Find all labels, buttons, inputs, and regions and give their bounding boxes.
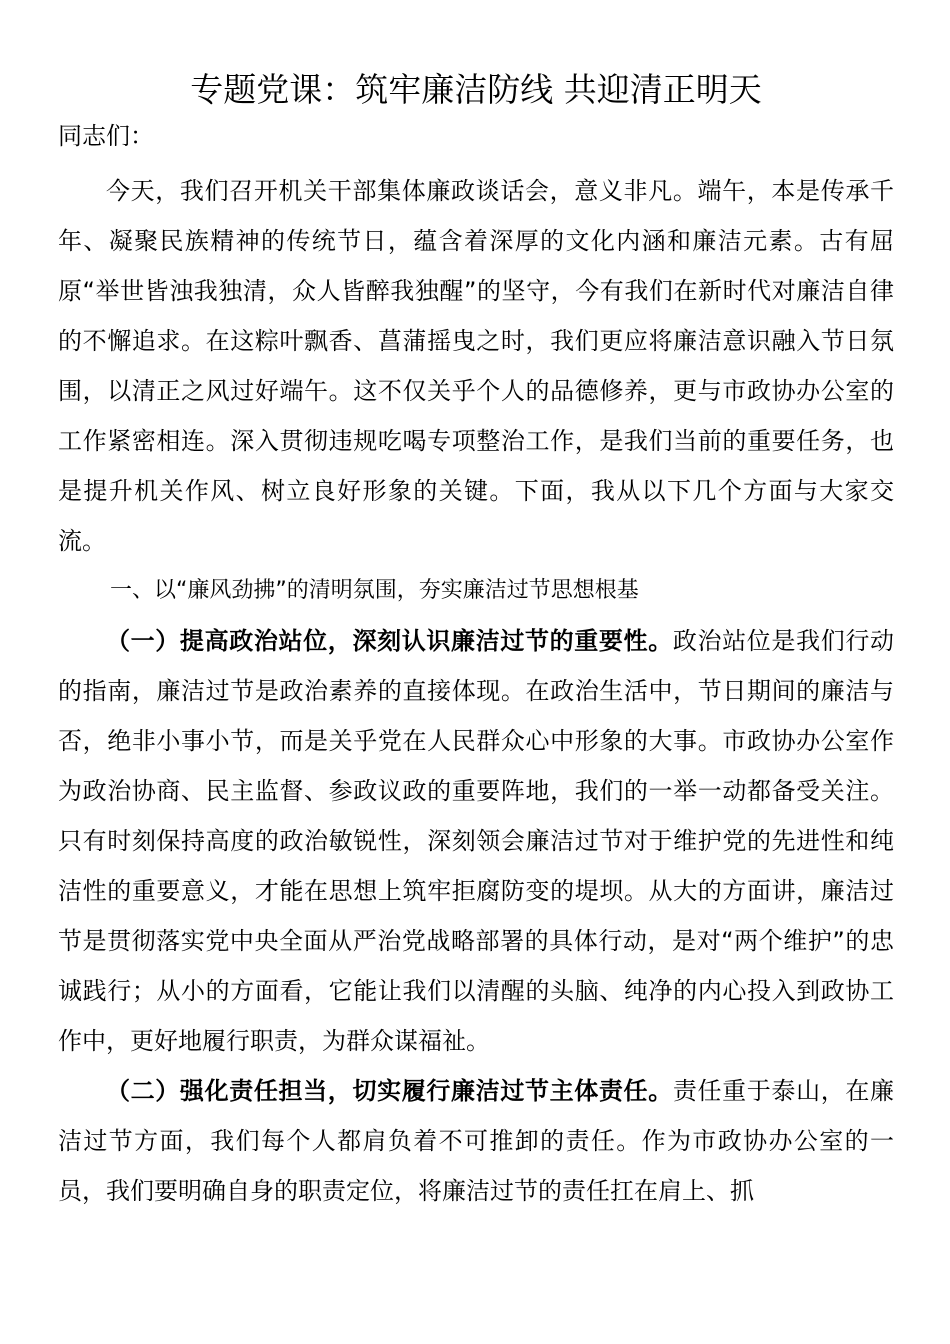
- subsection-1-paragraph: [58, 616, 894, 1066]
- document-page: [58, 62, 894, 1216]
- intro-paragraph: 今天，我们召开机关干部集体廉政谈话会，意义非凡。端午，本是传承千年、凝聚民族精神的传统节日，蕴含着深厚的文化内涵和廉洁元素。古有屈原“举世皆浊我独清，众人皆醉我独醒”的坚守，今有我们在新时代对廉洁自律的不懈追求。在这粽叶飘香、菖蒲摇曳之时，我们更应将廉洁意识融入节日氛围，以清正之风过好端午。这不仅关乎个人的品德修养，更与市政协办公室的工作紧密相连。深入贯彻违规吃喝专项整治工作，是我们当前的重要任务，也是提升机关作风、树立良好形象的关键。下面，我从以下几个方面与大家交流。: [58, 177, 894, 555]
- section-1-heading: 一、以“廉风劲拂”的清明氛围，夯实廉洁过节思想根基: [110, 578, 639, 603]
- subsection-2-lead: （二）强化责任担当，切实履行廉洁过节主体责任。: [106, 1077, 673, 1105]
- salutation: 同志们：: [58, 122, 154, 150]
- subsection-1-lead: （一）提高政治站位，深刻认识廉洁过节的重要性。: [106, 627, 673, 655]
- subsection-2-body: 责任重于泰山，在廉洁过节方面，我们每个人都肩负着不可推卸的责任。作为市政协办公室的一员，我们要明确自身的职责定位，将廉洁过节的责任扛在肩上、抓: [58, 1077, 895, 1205]
- document-title: 专题党课：筑牢廉洁防线 共迎清正明天: [190, 70, 762, 109]
- subsection-2-paragraph: [58, 1066, 894, 1216]
- subsection-1-body: 政治站位是我们行动的指南，廉洁过节是政治素养的直接体现。在政治生活中，节日期间的廉洁与否，绝非小事小节，而是关乎党在人民群众心中形象的大事。市政协办公室作为政治协商、民主监督、参政议政的重要阵地，我们的一举一动都备受关注。只有时刻保持高度的政治敏锐性，深刻领会廉洁过节对于维护党的先进性和纯洁性的重要意义，才能在思想上筑牢拒腐防变的堤坝。从大的方面讲，廉洁过节是贯彻落实党中央全面从严治党战略部署的具体行动，是对“两个维护”的忠诚践行；从小的方面看，它能让我们以清醒的头脑、纯净的内心投入到政协工作中，更好地履行职责，为群众谋福祉。: [58, 627, 895, 1055]
